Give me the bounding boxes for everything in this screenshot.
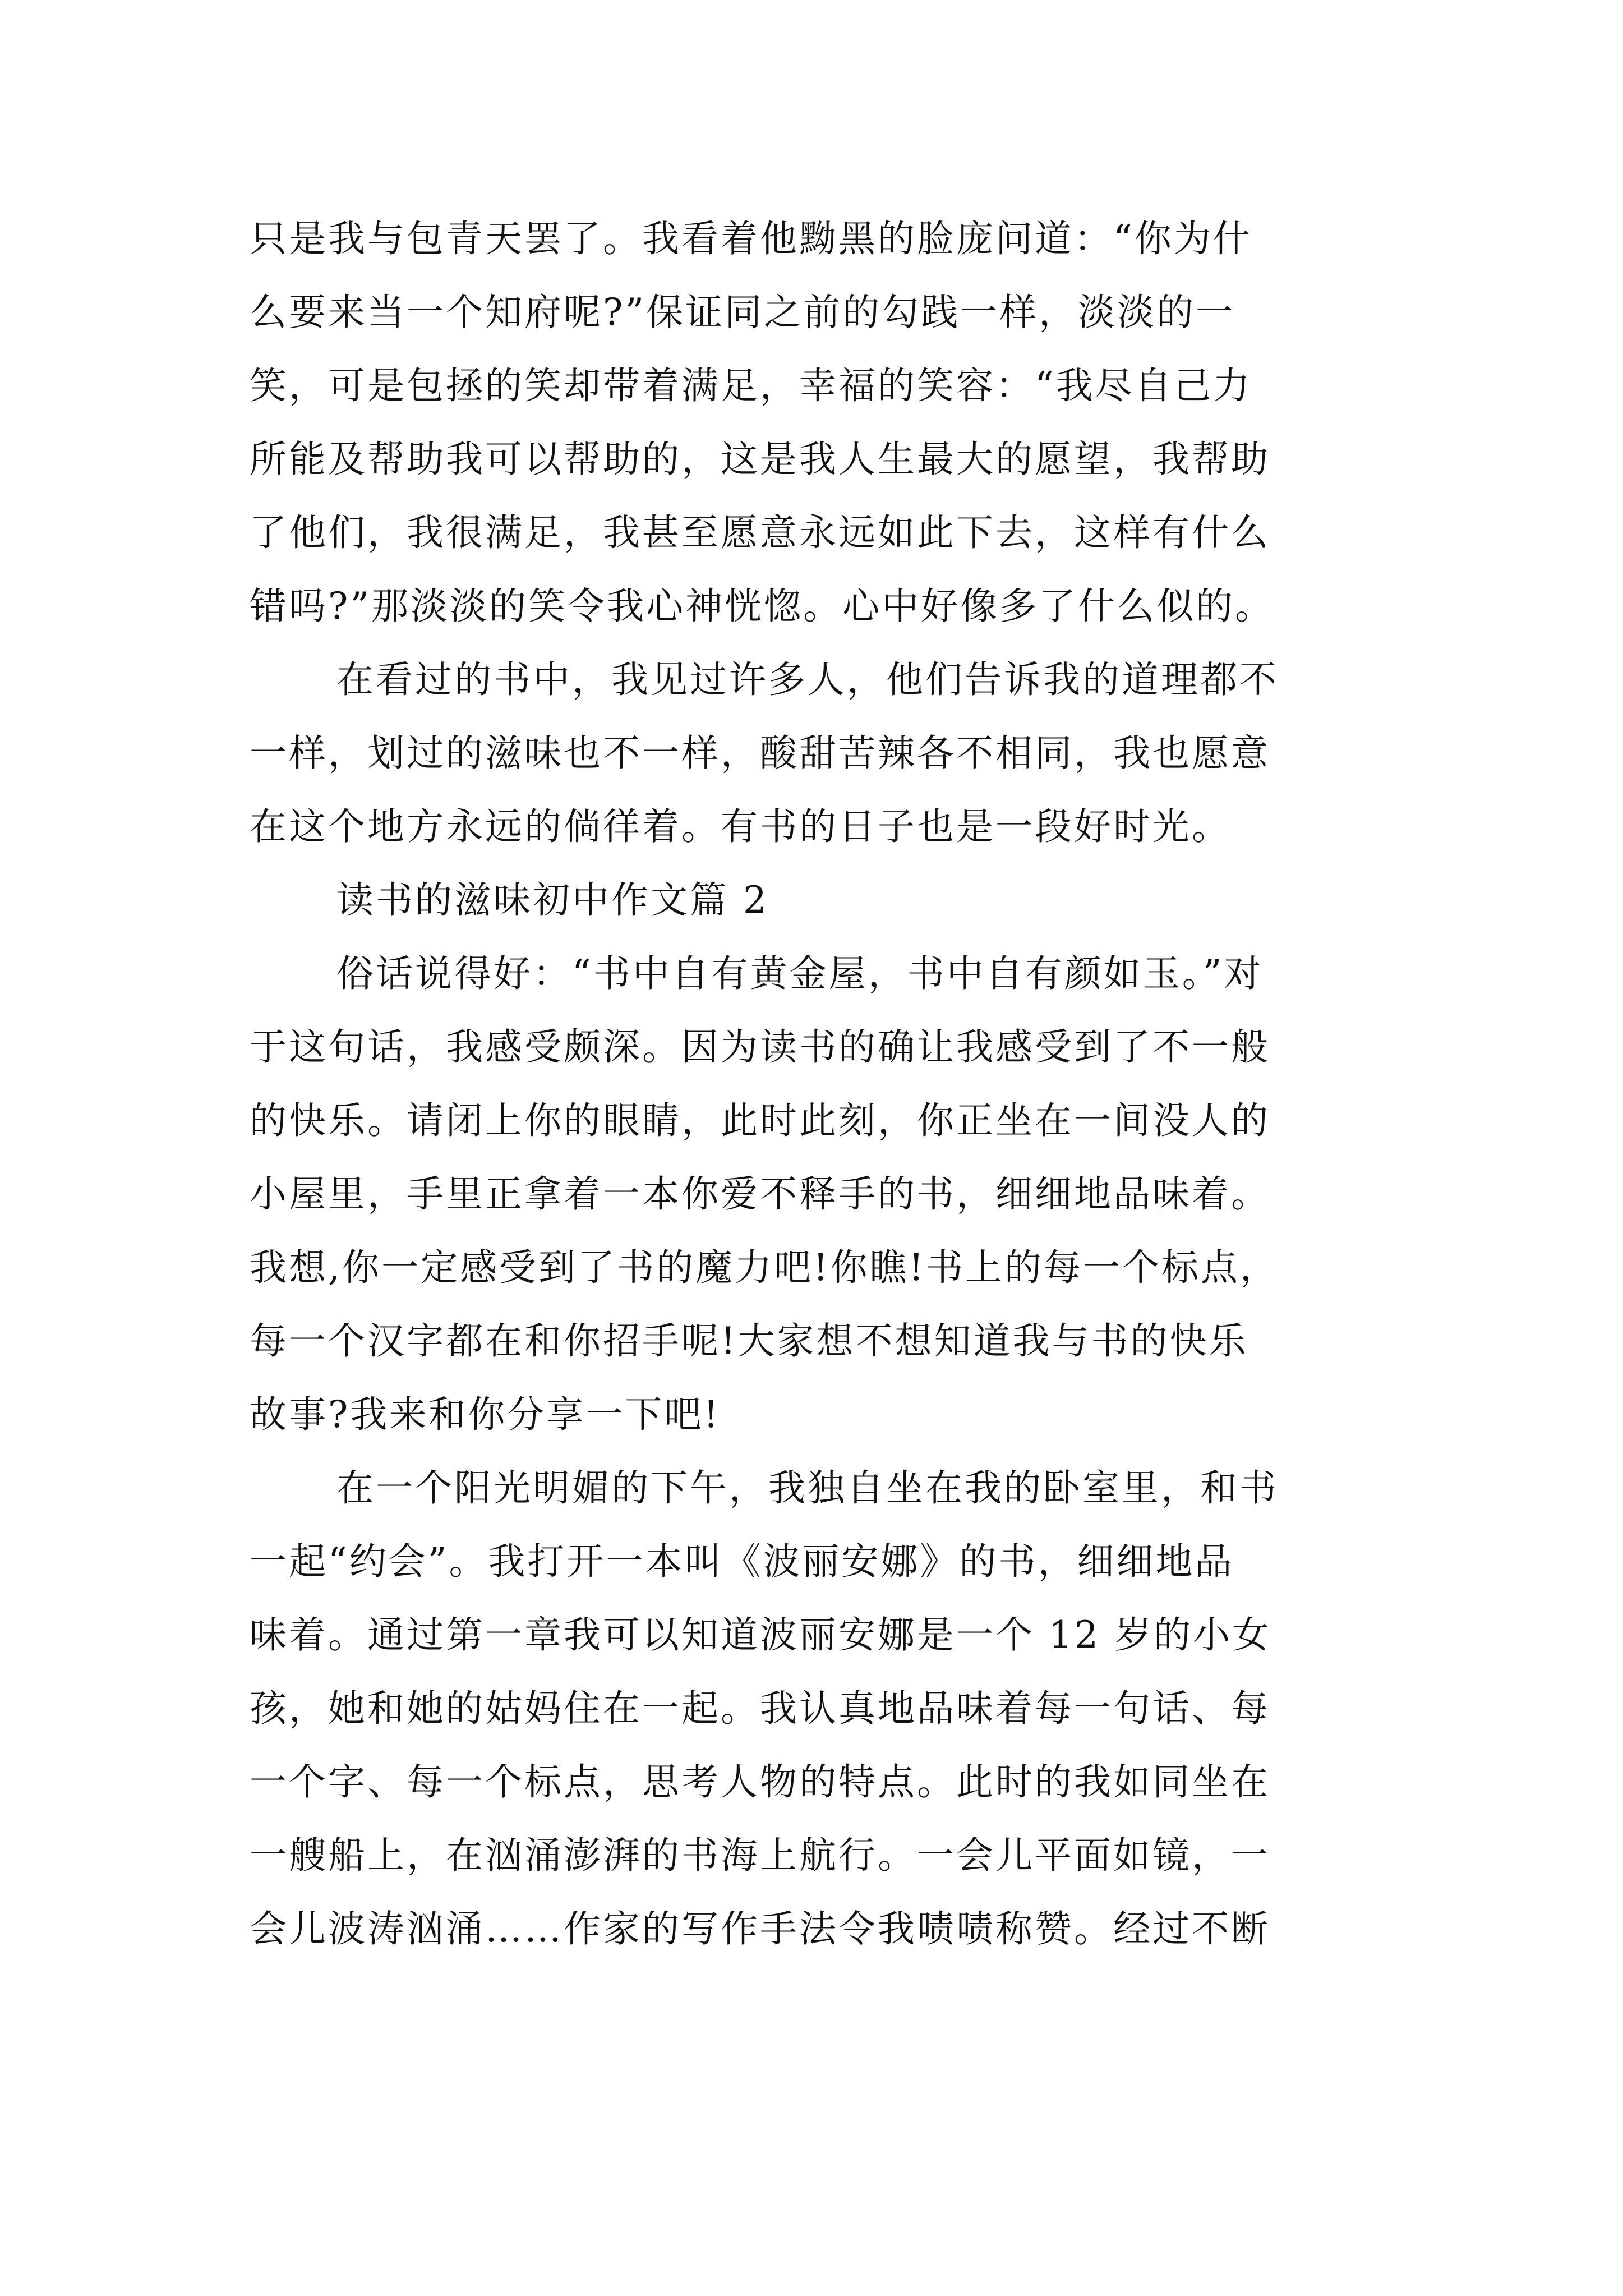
text-line: 孩，她和她的姑妈住在一起。我认真地品味着每一句话、每 xyxy=(250,1687,1270,1730)
text-line: 一个字、每一个标点，思考人物的特点。此时的我如同坐在 xyxy=(250,1760,1270,1803)
text-line: 我想,你一定感受到了书的魔力吧!你瞧!书上的每一个标点， xyxy=(250,1246,1280,1289)
text-line: 会儿波涛汹涌……作家的写作手法令我啧啧称赞。经过不断 xyxy=(250,1907,1270,1950)
text-line: 一艘船上，在汹涌澎湃的书海上航行。一会儿平面如镜，一 xyxy=(250,1834,1270,1877)
text-line: 所能及帮助我可以帮助的，这是我人生最大的愿望，我帮助 xyxy=(250,438,1270,481)
text-line: 小屋里，手里正拿着一本你爱不释手的书，细细地品味着。 xyxy=(250,1172,1270,1216)
section-heading: 读书的滋味初中作文篇 2 xyxy=(336,878,769,922)
paragraph-start-line: 俗话说得好：“书中自有黄金屋，书中自有颜如玉。”对 xyxy=(336,952,1264,995)
text-line: 的快乐。请闭上你的眼睛，此时此刻，你正坐在一间没人的 xyxy=(250,1099,1270,1142)
text-line: 了他们，我很满足，我甚至愿意永远如此下去，这样有什么 xyxy=(250,511,1270,554)
text-line: 故事?我来和你分享一下吧! xyxy=(250,1393,721,1436)
text-line: 笑，可是包拯的笑却带着满足，幸福的笑容：“我尽自己力 xyxy=(250,364,1252,407)
text-line: 在这个地方永远的倘徉着。有书的日子也是一段好时光。 xyxy=(250,805,1231,848)
text-line: 只是我与包青天罢了。我看着他黝黑的脸庞问道：“你为什 xyxy=(250,217,1252,260)
text-line: 味着。通过第一章我可以知道波丽安娜是一个 12 岁的小女 xyxy=(250,1613,1271,1657)
text-line: 于这句话，我感受颇深。因为读书的确让我感受到了不一般 xyxy=(250,1025,1270,1069)
text-line: 一样，划过的滋味也不一样，酸甜苦辣各不相同，我也愿意 xyxy=(250,731,1270,775)
paragraph-start-line: 在看过的书中，我见过许多人，他们告诉我的道理都不 xyxy=(336,658,1279,701)
text-line: 么要来当一个知府呢?”保证同之前的勾践一样，淡淡的一 xyxy=(250,291,1235,334)
body-text xyxy=(250,202,1394,1966)
text-line: 每一个汉字都在和你招手呢!大家想不想知道我与书的快乐 xyxy=(250,1319,1248,1363)
paragraph-start-line: 在一个阳光明媚的下午，我独自坐在我的卧室里，和书 xyxy=(336,1466,1279,1510)
text-line: 错吗?”那淡淡的笑令我心神恍惚。心中好像多了什么似的。 xyxy=(250,585,1275,628)
text-line: 一起“约会”。我打开一本叫《波丽安娜》的书，细细地品 xyxy=(250,1540,1234,1583)
